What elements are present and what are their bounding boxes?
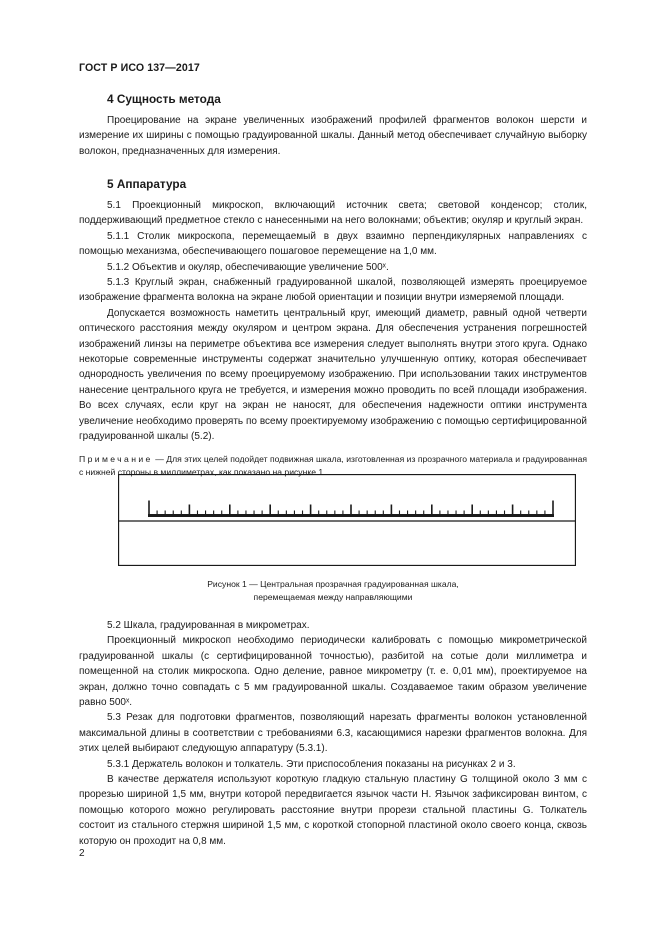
figure-1-caption (79, 578, 587, 604)
page-number: 2 (79, 848, 85, 859)
section-5-continued (79, 618, 587, 849)
paragraph-5-1: 5.1 Проекционный микроскоп, включающий источник света; световой конденсор; столик, поддерживающий предметное стекло с нанесенными на него волокнами; объектив; окуляр и круглый экран. (79, 200, 587, 227)
section-5 (79, 177, 587, 479)
paragraph-5-2: 5.2 Шкала, градуированная в микрометрах. (107, 620, 310, 631)
section-5-title: 5 Аппаратура (107, 177, 187, 191)
note-text: — Для этих целей подойдет подвижная шкала, изготовленная из прозрачного материала и градуированная с нижней стороны в миллиметрах, как показано на рисунке 1. (79, 453, 587, 477)
paragraph-holder: В качестве держателя используют короткую гладкую стальную пластину G толщиной около 3 мм с прорезью шириной 1,5 мм, внутри которой передвигается язычок части H. Язычок зафиксирован винтом, с помощью которого можно регулировать расстояние внутри прорези стальной пластины G. Толкатель состоит из стального стержня шириной 1,5 мм, с короткой стопорной пластиной около своего конца, сквозь которую он проходит на 0,8 мм. (79, 774, 587, 847)
scale-frame (119, 475, 576, 566)
paragraph-central-circle: Допускается возможность наметить центральный круг, имеющий диаметр, равный одной четверти оптического расстояния между окуляром и центром экрана. Для обеспечения устранения погрешностей изображений линзы на периметре объектива все измерения следует выполнять внутри этого круга. Однако некоторые современные инструменты содержат значительно улучшенную оптику, которая обеспечивает однородность увеличения по всему проецируемому изображению. При использовании таких инструментов нанесение центрального круга не требуется, и измерения можно проводить по всей площади изображения. Во всех случаях, если круг на экран не наносят, для обеспечения надежности оптики инструмента увеличение необходимо проверять по всему проектируемому изображению с помощью сертифицированной градуированной шкалы (5.2). (79, 307, 587, 443)
section-4-title: 4 Сущность метода (107, 92, 221, 106)
paragraph-5-1-2: 5.1.2 Объектив и окуляр, обеспечивающие увеличение 500ˣ. (107, 261, 389, 273)
graduated-scale-drawing (118, 474, 576, 566)
section-4 (79, 92, 587, 159)
paragraph-5-3-1: 5.3.1 Держатель волокон и толкатель. Эти приспособления показаны на рисунках 2 и 3. (107, 758, 516, 770)
paragraph-5-1-3: 5.1.3 Круглый экран, снабженный градуированной шкалой, позволяющей измерять проецируемое изображение фрагмента волокна на экране любой ориентации и позиции внутри измеряемой площади. (79, 277, 587, 304)
paragraph-calibration: Проекционный микроскоп необходимо периодически калибровать с помощью микрометрической градуированной шкалы (с сертифицированной точностью), разбитой на сотые доли миллиметра и помещенной на столик микроскопа. Одно деление, равное микрометру (т. е. 0,01 мм), проектируемое на экран, должно точно совпадать с 5 мм градуированной шкалы. Создаваемое таким образом увеличение равно 500ˣ. (79, 635, 587, 709)
section-4-paragraph: Проецирование на экране увеличенных изображений профилей фрагментов волокон шерсти и измерение их ширины с помощью градуированной шкалы. Данный метод обеспечивает случайную выборку волокон, предназначенных для измерения. (79, 115, 587, 157)
paragraph-5-3: 5.3 Резак для подготовки фрагментов, позволяющий нарезать фрагменты волокон установленной максимальной длины в соответствии с требованиями 6.3, касающимися нарезки фрагментов волокна. Для этих целей выбирают следующую аппаратуру (5.3.1). (79, 712, 587, 755)
figure-1 (118, 474, 576, 571)
figure-1-caption-line-1: Рисунок 1 — Центральная прозрачная градуированная шкала, (207, 579, 459, 589)
figure-1-caption-line-2: перемещаемая между направляющими (253, 592, 413, 602)
paragraph-5-1-1: 5.1.1 Столик микроскопа, перемещаемый в двух взаимно перпендикулярных направлениях с помощью механизма, обеспечивающего пошаговое перемещение на 1,0 мм. (79, 230, 587, 258)
standard-header: ГОСТ Р ИСО 137—2017 (79, 62, 200, 74)
scale-ticks (149, 501, 553, 516)
note-label: Примечание (79, 453, 153, 464)
